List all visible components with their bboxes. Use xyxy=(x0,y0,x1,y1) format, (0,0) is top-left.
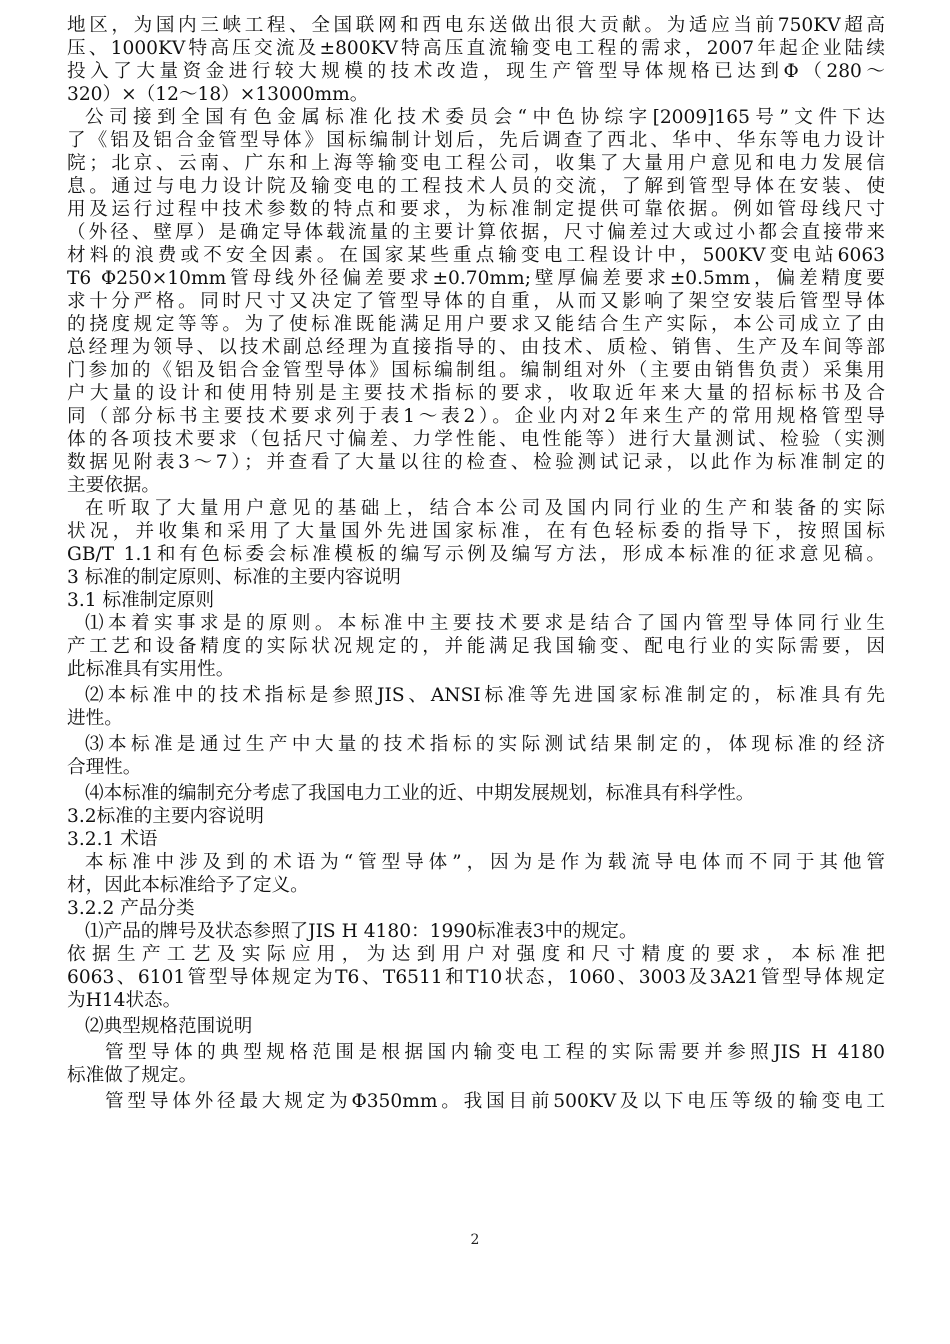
list-item xyxy=(67,733,885,779)
text-line: 压、1000KV特高压交流及±800KV特高压直流输变电工程的需求，2007年起企业陆续 xyxy=(67,38,885,59)
text-line: 依据生产工艺及实际应用，为达到用户对强度和尺寸精度的要求，本标准把 xyxy=(67,944,885,965)
list-item: ⑴产品的牌号及状态参照了JIS H 4180：1990标准表3中的规定。 xyxy=(85,921,638,942)
list-item: ⑵典型规格范围说明 xyxy=(85,1016,253,1037)
text-line: 在听取了大量用户意见的基础上，结合本公司及国内同行业的生产和装备的实际 xyxy=(85,498,885,519)
text-line: 的挠度规定等等。为了使标准既能满足用户要求又能结合生产实际，本公司成立了由 xyxy=(67,314,885,335)
paragraph xyxy=(67,943,885,1012)
subsubsection-heading: 3.2.1 术语 xyxy=(67,829,158,850)
text-line: 状况，并收集和采用了大量国外先进国家标准，在有色轻标委的指导下，按照国标 xyxy=(67,521,885,542)
text-line: ⑴本着实事求是的原则。本标准中主要技术要求是结合了国内管型导体同行业生 xyxy=(85,613,885,634)
text-line: 产工艺和设备精度的实际状况规定的，并能满足我国输变、配电行业的实际需要，因 xyxy=(67,636,885,657)
text-line: 息。通过与电力设计院及输变电的工程技术人员的交流，了解到管型导体在安装、使 xyxy=(67,176,885,197)
text-line: 本标准中涉及到的术语为“管型导体”，因为是作为载流导电体而不同于其他管 xyxy=(85,852,885,873)
subsubsection-heading: 3.2.2 产品分类 xyxy=(67,898,195,919)
text-line: 总经理为领导、以技术副总经理为直接指导的、由技术、质检、销售、生产及车间等部 xyxy=(67,337,885,358)
page-number: 2 xyxy=(470,1232,480,1248)
text-line: ⑶本标准是通过生产中大量的技术指标的实际测试结果制定的，体现标准的经济 xyxy=(85,734,885,755)
text-line: 院；北京、云南、广东和上海等输变电工程公司，收集了大量用户意见和电力发展信 xyxy=(67,153,885,174)
text-line: 材料的浪费或不安全因素。在国家某些重点输变电工程设计中，500KV变电站6063 xyxy=(67,245,885,266)
text-line: 此标准具有实用性。 xyxy=(67,659,235,680)
text-line: 为H14状态。 xyxy=(67,990,182,1011)
text-line: 主要依据。 xyxy=(67,475,160,496)
list-item xyxy=(67,612,885,681)
text-line: GB/T 1.1和有色标委会标准模板的编写示例及编写方法，形成本标准的征求意见稿。 xyxy=(67,544,885,565)
document-body xyxy=(67,14,885,1113)
list-item xyxy=(67,782,885,805)
paragraph xyxy=(67,14,885,106)
subsection-heading: 3.1 标准制定原则 xyxy=(67,590,215,611)
paragraph xyxy=(67,106,885,497)
text-line: 投入了大量资金进行较大规模的技术改造，现生产管型导体规格已达到Φ（280～ xyxy=(67,61,885,82)
text-line: 材，因此本标准给予了定义。 xyxy=(67,875,309,896)
text-line: 户大量的设计和使用特别是主要技术指标的要求，收取近年来大量的招标标书及合 xyxy=(67,383,885,404)
text-line: 体的各项技术要求（包括尺寸偏差、力学性能、电性能等）进行大量测试、检验（实测 xyxy=(67,429,885,450)
text-line: 用及运行过程中技术参数的特点和要求，为标准制定提供可靠依据。例如管母线尺寸 xyxy=(67,199,885,220)
text-line: 合理性。 xyxy=(67,757,142,778)
paragraph xyxy=(67,497,885,566)
text-line: 公司接到全国有色金属标准化技术委员会“中色协综字[2009]165号”文件下达 xyxy=(85,107,885,128)
text-line: 同（部分标书主要技术要求列于表1～表2）。企业内对2年来生产的常用规格管型导 xyxy=(67,406,885,427)
text-line: 标准做了规定。 xyxy=(67,1065,198,1086)
paragraph xyxy=(67,851,885,897)
section-heading: 3 标准的制定原则、标准的主要内容说明 xyxy=(67,567,401,588)
text-line: ⑷本标准的编制充分考虑了我国电力工业的近、中期发展规划，标准具有科学性。 xyxy=(85,783,755,804)
text-line: 320）×（12～18）×13000mm。 xyxy=(67,84,369,105)
text-line: （外径、壁厚）是确定导体载流量的主要计算依据，尺寸偏差过大或过小都会直接带来 xyxy=(67,222,885,243)
subsection-heading: 3.2标准的主要内容说明 xyxy=(67,806,264,827)
list-item xyxy=(67,684,885,730)
paragraph xyxy=(67,1090,885,1113)
text-line: 进性。 xyxy=(67,708,123,729)
text-line: 6063、6101管型导体规定为T6、T6511和T10状态，1060、3003及3A21管型导体规定 xyxy=(67,967,885,988)
text-line: 管型导体的典型规格范围是根据国内输变电工程的实际需要并参照JIS H 4180 xyxy=(105,1042,885,1063)
text-line: 了《铝及铝合金管型导体》国标编制计划后，先后调查了西北、华中、华东等电力设计 xyxy=(67,130,885,151)
text-line: 门参加的《铝及铝合金管型导体》国标编制组。编制组对外（主要由销售负责）采集用 xyxy=(67,360,885,381)
text-line: ⑵本标准中的技术指标是参照JIS、ANSI标准等先进国家标准制定的，标准具有先 xyxy=(85,685,885,706)
text-line: 求十分严格。同时尺寸又决定了管型导体的自重，从而又影响了架空安装后管型导体 xyxy=(67,291,885,312)
text-line: 数据见附表3～7）；并查看了大量以往的检查、检验测试记录，以此作为标准制定的 xyxy=(67,452,885,473)
text-line: T6 Φ250×10mm管母线外径偏差要求±0.70mm;壁厚偏差要求±0.5mm，偏差精度要 xyxy=(67,268,885,289)
text-line: 地区，为国内三峡工程、全国联网和西电东送做出很大贡献。为适应当前750KV超高 xyxy=(67,15,885,36)
text-line: 管型导体外径最大规定为Φ350mm。我国目前500KV及以下电压等级的输变电工 xyxy=(105,1091,885,1112)
paragraph xyxy=(67,1041,885,1087)
